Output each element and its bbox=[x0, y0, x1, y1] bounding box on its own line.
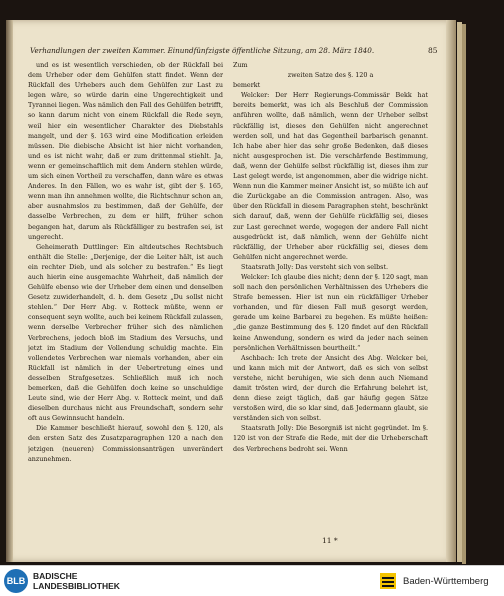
paragraph: Geheimerath Duttlinger: Ein altdeutsches Rechtsbuch enthält die Stelle: „Derjenige, der die Leiter hält, ist auch ein rechter Dieb, und als solcher zu bestrafen.“ Es liegt auch hierin eine ausgemachte Wahrheit, daß nämlich der Gehülfe ebenso wie der Urheber dem einen und denselben Gesetz zuwiderhandelt, d. h. dem Gesetz „Du sollst nicht stehlen.“ Der Herr Abg. v. Rotteck müßte, wenn er consequent seyn wollte, auch bei keinem Rückfall zulassen, wenn derselbe Verbrecher früher sich des nämlichen Verbrechens, jedoch bloß im Stadium des Versuchs, und jetzt im Stadium der Vollendung schuldig machte. Ein vollendetes Verbrechen war niemals vorhanden, aber ein Rückfall ist nämlich in der Uebertretung eines und desselben Strafgesetzes. Schließlich muß ich noch bemerken, daß die Gehülfen doch keine so unschuldige Leute sind, wie der Herr Abg. v. Rotteck meint, und daß dieselben durchaus nicht aus Freundschaft, sondern sehr oft aus Gewinnsucht handeln. bbox=[28, 242, 223, 423]
page-gutter-shadow bbox=[6, 20, 13, 562]
paragraph: Staatsrath Jolly: Das versteht sich von selbst. bbox=[241, 262, 389, 271]
book-spine-background bbox=[457, 20, 504, 565]
paragraph: Zum bbox=[233, 61, 248, 69]
library-name[interactable] bbox=[33, 572, 120, 591]
library-name-line1: BADISCHE bbox=[33, 571, 78, 581]
paragraph: Welcker: Ich glaube dies nicht; denn der §. 120 sagt, man soll nach den persönlichen Verhältnissen des Urhebers die Strafe bemessen. Hier ist nun ein rückfälliger Urheber vorhanden, und für diesen Fall muß gesorgt werden, gerade um keine Barbarei zu begehen. Es müßte heißen: „die ganze Bestimmung des §. 120 findet auf den Rückfall keine Anwendung, sondern es wird da jeder nach seinen persönlichen Verhältnissen beurtheilt.“ bbox=[233, 272, 428, 352]
baden-wuerttemberg-crest-icon[interactable] bbox=[378, 571, 398, 591]
paragraph: Die Kammer beschließt hierauf, sowohl den §. 120, als den ersten Satz des Zusatzparagraphen 120 a nach den jetzigen (neueren) Commissionsanträgen unverändert anzunehmen. bbox=[28, 424, 223, 463]
paragraph: Aschbach: Ich trete der Ansicht des Abg. Welcker bei, und kann mich mit der Antwort, daß es sich von selbst verstehe, nicht beruhigen, wie sich denn auch Niemand damit trösten wird, der durch die Erfahrung belehrt ist, denn diese zeigt täglich, daß gar häufig gegen Sätze verstoßen wird, die so klar sind, daß Jedermann glaubt, sie verständen sich von selbst. bbox=[233, 353, 428, 423]
paragraph: und es ist wesentlich verschieden, ob der Rückfall bei dem Urheber oder dem Gehülfen statt findet. Wenn der Rückfall des Urhebers auch dem Gehülfen zur Last zu legen wäre, so würde darin eine Ungerechtigkeit und Tyrannei liegen. Was nämlich den Fall des Gehülfen betrifft, so kann darum nicht von einem Rückfall die Rede seyn, weil hier ein wesentlicher Charakter des Diebstahls mangelt, und der §. 163 wird eine Modification erleiden müssen. Die diebische Absicht ist hier nicht vorhanden, und es ist nicht wahr, daß er zum drittenmal stiehlt. Ja, wenn er gemeinschaftlich mit dem Andern stehlen würde, um sich einen Vortheil zu verschaffen, dann wäre es etwas Anderes. In den Fällen, wo es wahr ist, gibt der §. 165, wenn man ihn annehmen wollte, die Richtschnur schon an, aber ausnahmslos zu bestimmen, daß der Gehülfe, der dasselbe Verbrechen, zu dem er hilft, früher schon begangen hat, darum als Rückfälliger zu bestrafen sei, ist ungerecht. bbox=[28, 61, 223, 241]
page-stack-edge bbox=[462, 24, 466, 564]
paragraph: bemerkt bbox=[233, 81, 261, 90]
blb-logo[interactable]: BLB bbox=[4, 569, 28, 593]
paragraph: Welcker: Der Herr Regierungs-Commissär Bekk hat bereits bemerkt, was ich als Beschluß der Commission anführen wollte, daß nämlich, wenn der Urheber selbst rückfällig ist, dieses den Gehülfen nicht angerechnet werden soll, und hat das Gegentheil barbarisch genannt. Ich habe aber hier das sehr große Bedenken, daß dieses nicht ausgesprochen ist. Die verschärfende Bestimmung, daß, wenn der Gehülfe selbst rückfällig ist, dieses ihm zur Last gelegt werde, ist angenommen, aber die widrige nicht. Wenn nun die Kammer meiner Ansicht ist, so müßte ich auf die Zurückgabe an die Commission antragen. Also, was über den Rückfall in diesem Paragraphen steht, beschränkt sich darauf, daß, wenn der Gehülfe rückfällig sei, dieses zur Last gerechnet werde, wogegen der andere Fall nicht ausgedrückt ist, daß nämlich, wenn der Gehülfe nicht rückfällig, der Urheber aber rückfällig sei, dieses dem Gehülfen nicht angerechnet werde. bbox=[233, 91, 428, 261]
section-heading: zweiten Satze des §. 120 a bbox=[287, 71, 374, 80]
state-name[interactable]: Baden-Württemberg bbox=[403, 576, 489, 587]
text-column-right bbox=[233, 60, 428, 530]
paragraph: Staatsrath Jolly: Die Besorgniß ist nicht gegründet. Im §. 120 ist von der Strafe die Rede, mit der die Urheberschaft des Verbrechens bedroht sei. Wenn bbox=[233, 424, 428, 453]
page-edge-shadow bbox=[446, 20, 456, 562]
text-column-left bbox=[28, 60, 223, 530]
running-header: Verhandlungen der zweiten Kammer. Einundfünfzigste öffentliche Sitzung, am 28. März 1840. bbox=[30, 46, 375, 55]
page-number: 85 bbox=[428, 46, 438, 55]
printer-signature-mark: 11 * bbox=[322, 536, 338, 545]
footer-bar bbox=[0, 565, 504, 596]
book-page bbox=[6, 20, 456, 562]
library-name-line2: LANDESBIBLIOTHEK bbox=[33, 580, 120, 591]
